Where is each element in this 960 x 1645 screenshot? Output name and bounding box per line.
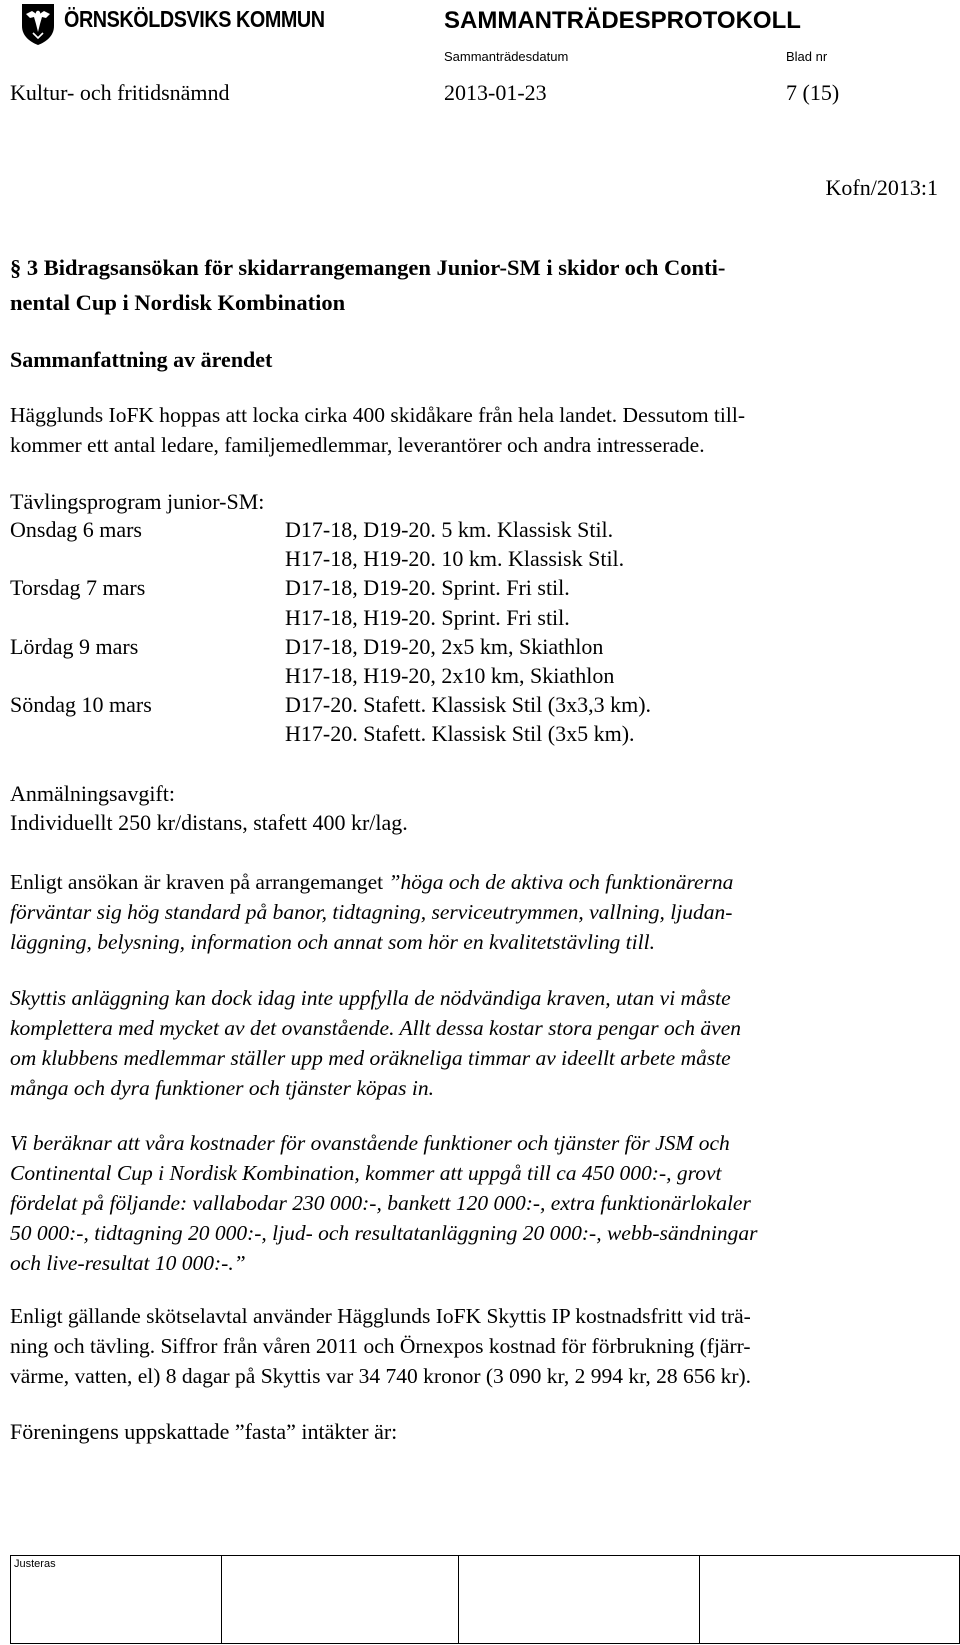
program-day: Lördag 9 mars [10,634,139,659]
section-title-line1: § 3 Bidragsansökan för skidarrangemangen Junior-SM i skidor och Conti- [10,255,726,280]
costs-line: 50 000:-, tidtagning 20 000:-, ljud- och resultatanläggning 20 000:-, webb-sändningar [10,1221,758,1245]
justeras-label: Justeras [14,1558,56,1570]
fee-text: Individuellt 250 kr/distans, stafett 400 kr/lag. [10,810,408,835]
program-event: H17-18, H19-20. Sprint. Fri stil. [285,605,570,630]
costs-line: och live-resultat 10 000:-.” [10,1251,246,1275]
agreement-line: Enligt gällande skötselavtal använder Hägglunds IoFK Skyttis IP kostnadsfritt vid trä- [10,1304,751,1328]
skyttis-line: många och dyra funktioner och tjänster köpas in. [10,1076,434,1100]
eagle-coat-of-arms-icon [18,2,58,46]
program-event: D17-18, D19-20. Sprint. Fri stil. [285,575,570,600]
requirements-line: förväntar sig hög standard på banor, tidtagning, serviceutrymmen, vallning, ljudan- [10,900,733,924]
agreement-line: ning och tävling. Siffror från våren 2011 och Örnexpos kostnad för förbrukning (fjärr- [10,1334,751,1358]
program-day: Söndag 10 mars [10,692,152,717]
agreement-line: värme, vatten, el) 8 dagar på Skyttis var 34 740 kronor (3 090 kr, 2 994 kr, 28 656 kr). [10,1364,752,1388]
signature-cell [459,1556,700,1644]
costs-paragraph [10,1128,930,1278]
program-event: H17-18, H19-20, 2x10 km, Skiathlon [285,663,615,688]
program-day: Torsdag 7 mars [10,575,146,600]
section-title-line2: nental Cup i Nordisk Kombination [10,290,346,315]
skyttis-line: Skyttis anläggning kan dock idag inte uppfylla de nödvändiga kraven, utan vi måste [10,986,731,1010]
costs-line: Vi beräknar att våra kostnader för ovanstående funktioner och tjänster för JSM och [10,1131,730,1155]
page-label: Blad nr [786,49,828,64]
signature-cell [700,1556,960,1644]
agreement-paragraph [10,1301,930,1391]
skyttis-line: om klubbens medlemmar ställer upp med oräkneliga timmar av ideellt arbete måste [10,1046,731,1070]
reference-number: Kofn/2013:1 [825,175,938,200]
committee-name: Kultur- och fritidsnämnd [10,80,230,105]
skyttis-paragraph [10,983,930,1103]
summary-heading: Sammanfattning av ärendet [10,347,273,372]
requirements-line: läggning, belysning, information och annat som hör en kvalitetstävling till. [10,930,655,954]
meeting-date: 2013-01-23 [444,80,547,105]
costs-line: fördelat på följande: vallabodar 230 000:-, bankett 120 000:-, extra funktionärlokaler [10,1191,751,1215]
skyttis-line: komplettera med mycket av det ovanstående. Allt dessa kostar stora pengar och även [10,1016,742,1040]
requirements-paragraph [10,867,930,957]
program-event: D17-18, D19-20. 5 km. Klassisk Stil. [285,517,614,542]
program-event: H17-20. Stafett. Klassisk Stil (3x5 km). [285,721,635,746]
program-heading: Tävlingsprogram junior-SM: [10,489,265,514]
intro-line: Hägglunds IoFK hoppas att locka cirka 400 skidåkare från hela landet. Dessutom till- [10,403,745,427]
program-day: Onsdag 6 mars [10,517,142,542]
signature-table [10,1555,960,1644]
intro-paragraph [10,400,930,460]
requirements-quote-start: ”höga och de aktiva och funktionärerna [388,870,734,894]
fee-heading: Anmälningsavgift: [10,781,175,806]
income-line: Föreningens uppskattade ”fasta” intäkter är: [10,1419,398,1444]
program-event: H17-18, H19-20. 10 km. Klassisk Stil. [285,546,625,571]
page-number: 7 (15) [786,80,840,105]
municipality-name: ÖRNSKÖLDSVIKS KOMMUN [64,6,325,32]
intro-line: kommer ett antal ledare, familjemedlemmar, leverantörer och andra intresserade. [10,433,705,457]
protocol-title: SAMMANTRÄDESPROTOKOLL [444,7,801,34]
program-event: D17-20. Stafett. Klassisk Stil (3x3,3 km). [285,692,652,717]
signature-cell [11,1556,222,1644]
requirements-lead: Enligt ansökan är kraven på arrangemanget [10,870,389,894]
program-event: D17-18, D19-20, 2x5 km, Skiathlon [285,634,604,659]
date-label: Sammanträdesdatum [444,49,569,64]
costs-line: Continental Cup i Nordisk Kombination, kommer att uppgå till ca 450 000:-, grovt [10,1161,722,1185]
signature-cell [222,1556,459,1644]
